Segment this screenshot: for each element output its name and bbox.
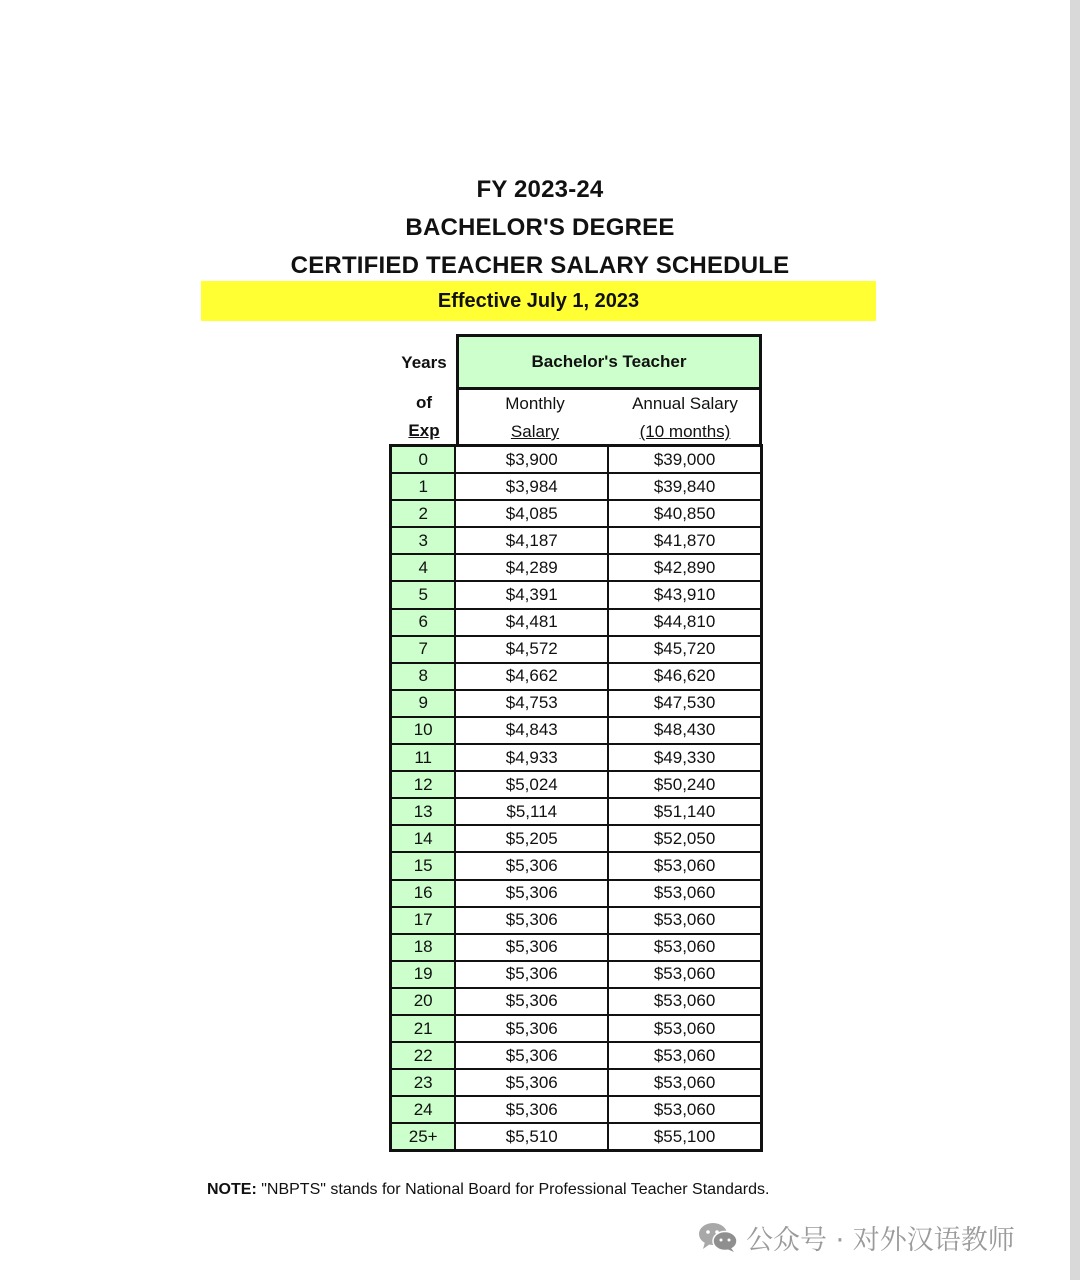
monthly-header-line1: Monthly — [505, 394, 565, 413]
years-cell: 23 — [391, 1069, 456, 1096]
monthly-salary-cell: $4,662 — [455, 663, 608, 690]
table-row — [391, 500, 762, 527]
table-row — [391, 663, 762, 690]
years-cell: 18 — [391, 934, 456, 961]
monthly-salary-cell: $5,306 — [455, 1042, 608, 1069]
annual-salary-cell: $50,240 — [608, 771, 761, 798]
years-cell: 0 — [391, 446, 456, 474]
annual-salary-cell: $49,330 — [608, 744, 761, 771]
years-header-line3: Exp — [408, 421, 440, 440]
monthly-salary-cell: $4,753 — [455, 690, 608, 717]
table-row — [391, 1015, 762, 1042]
annual-salary-cell: $53,060 — [608, 934, 761, 961]
table-row — [391, 446, 762, 474]
annual-salary-cell: $43,910 — [608, 581, 761, 608]
years-cell: 7 — [391, 636, 456, 663]
effective-date-banner: Effective July 1, 2023 — [201, 281, 876, 321]
monthly-header-line2: Salary — [510, 422, 560, 441]
table-row — [391, 554, 762, 581]
years-cell: 1 — [391, 473, 456, 500]
table-row — [391, 1096, 762, 1123]
years-cell: 17 — [391, 907, 456, 934]
years-cell: 9 — [391, 690, 456, 717]
bachelors-teacher-header: Bachelor's Teacher — [456, 334, 762, 390]
table-row — [391, 1042, 762, 1069]
monthly-salary-cell: $3,984 — [455, 473, 608, 500]
annual-salary-cell: $55,100 — [608, 1123, 761, 1151]
table-row — [391, 880, 762, 907]
annual-salary-cell: $41,870 — [608, 527, 761, 554]
annual-salary-cell: $53,060 — [608, 880, 761, 907]
annual-salary-cell: $44,810 — [608, 609, 761, 636]
annual-salary-cell: $40,850 — [608, 500, 761, 527]
monthly-salary-cell: $5,306 — [455, 988, 608, 1015]
years-header-line1: Years — [401, 353, 447, 372]
title-schedule: CERTIFIED TEACHER SALARY SCHEDULE — [290, 252, 790, 279]
annual-salary-cell: $51,140 — [608, 798, 761, 825]
years-cell: 15 — [391, 852, 456, 879]
years-cell: 13 — [391, 798, 456, 825]
monthly-salary-header — [459, 390, 611, 446]
annual-salary-cell: $53,060 — [608, 852, 761, 879]
monthly-salary-cell: $4,481 — [455, 609, 608, 636]
annual-salary-cell: $53,060 — [608, 1069, 761, 1096]
wechat-icon — [698, 1221, 738, 1253]
table-row — [391, 581, 762, 608]
years-cell: 6 — [391, 609, 456, 636]
table-row — [391, 852, 762, 879]
annual-salary-cell: $39,840 — [608, 473, 761, 500]
table-row — [391, 744, 762, 771]
annual-salary-cell: $53,060 — [608, 1015, 761, 1042]
monthly-salary-cell: $3,900 — [455, 446, 608, 474]
annual-salary-cell: $53,060 — [608, 1096, 761, 1123]
table-row — [391, 961, 762, 988]
monthly-salary-cell: $4,572 — [455, 636, 608, 663]
annual-salary-cell: $42,890 — [608, 554, 761, 581]
watermark-text: 公众号 · 对外汉语教师 — [746, 1224, 1015, 1256]
table-row — [391, 717, 762, 744]
monthly-salary-cell: $5,306 — [455, 852, 608, 879]
monthly-salary-cell: $4,391 — [455, 581, 608, 608]
annual-salary-header — [611, 390, 759, 446]
years-cell: 3 — [391, 527, 456, 554]
annual-header-line1: Annual Salary — [632, 394, 738, 413]
table-row — [391, 690, 762, 717]
monthly-salary-cell: $4,933 — [455, 744, 608, 771]
years-cell: 5 — [391, 581, 456, 608]
years-cell: 11 — [391, 744, 456, 771]
table-row — [391, 527, 762, 554]
monthly-salary-cell: $5,024 — [455, 771, 608, 798]
annual-salary-cell: $53,060 — [608, 988, 761, 1015]
watermark — [698, 1219, 1015, 1255]
monthly-salary-cell: $5,306 — [455, 1015, 608, 1042]
annual-salary-cell: $48,430 — [608, 717, 761, 744]
annual-salary-cell: $46,620 — [608, 663, 761, 690]
monthly-salary-cell: $5,306 — [455, 961, 608, 988]
table-row — [391, 798, 762, 825]
table-row — [391, 771, 762, 798]
years-cell: 10 — [391, 717, 456, 744]
years-header-line2: of — [415, 393, 433, 412]
monthly-salary-cell: $5,306 — [455, 907, 608, 934]
monthly-salary-cell: $5,205 — [455, 825, 608, 852]
footnote-text: "NBPTS" stands for National Board for Professional Teacher Standards. — [256, 1181, 770, 1198]
annual-salary-cell: $53,060 — [608, 961, 761, 988]
footnote — [207, 1181, 769, 1199]
table-row — [391, 907, 762, 934]
monthly-salary-cell: $5,306 — [455, 880, 608, 907]
table-row — [391, 1123, 762, 1151]
years-cell: 19 — [391, 961, 456, 988]
years-cell: 21 — [391, 1015, 456, 1042]
years-cell: 16 — [391, 880, 456, 907]
table-row — [391, 988, 762, 1015]
annual-salary-cell: $53,060 — [608, 1042, 761, 1069]
years-cell: 12 — [391, 771, 456, 798]
monthly-salary-cell: $4,187 — [455, 527, 608, 554]
table-row — [391, 825, 762, 852]
annual-salary-cell: $53,060 — [608, 907, 761, 934]
years-cell: 22 — [391, 1042, 456, 1069]
title-degree: BACHELOR'S DEGREE — [405, 214, 675, 241]
monthly-salary-cell: $5,306 — [455, 1096, 608, 1123]
table-row — [391, 473, 762, 500]
salary-subheader — [456, 390, 762, 445]
years-cell: 25+ — [391, 1123, 456, 1151]
salary-table-body — [391, 446, 762, 1151]
years-cell: 2 — [391, 500, 456, 527]
years-cell: 14 — [391, 825, 456, 852]
table-row — [391, 1069, 762, 1096]
years-cell: 4 — [391, 554, 456, 581]
salary-table — [389, 444, 763, 1152]
monthly-salary-cell: $4,843 — [455, 717, 608, 744]
annual-salary-cell: $45,720 — [608, 636, 761, 663]
monthly-salary-cell: $4,085 — [455, 500, 608, 527]
title-fiscal-year: FY 2023-24 — [476, 176, 604, 203]
monthly-salary-cell: $5,306 — [455, 934, 608, 961]
monthly-salary-cell: $5,114 — [455, 798, 608, 825]
table-row — [391, 934, 762, 961]
footnote-label: NOTE: — [207, 1181, 257, 1198]
monthly-salary-cell: $5,510 — [455, 1123, 608, 1151]
annual-salary-cell: $52,050 — [608, 825, 761, 852]
monthly-salary-cell: $4,289 — [455, 554, 608, 581]
table-row — [391, 609, 762, 636]
years-cell: 24 — [391, 1096, 456, 1123]
annual-salary-cell: $39,000 — [608, 446, 761, 474]
years-cell: 8 — [391, 663, 456, 690]
annual-salary-cell: $47,530 — [608, 690, 761, 717]
table-row — [391, 636, 762, 663]
years-cell: 20 — [391, 988, 456, 1015]
annual-header-line2: (10 months) — [639, 422, 731, 441]
monthly-salary-cell: $5,306 — [455, 1069, 608, 1096]
